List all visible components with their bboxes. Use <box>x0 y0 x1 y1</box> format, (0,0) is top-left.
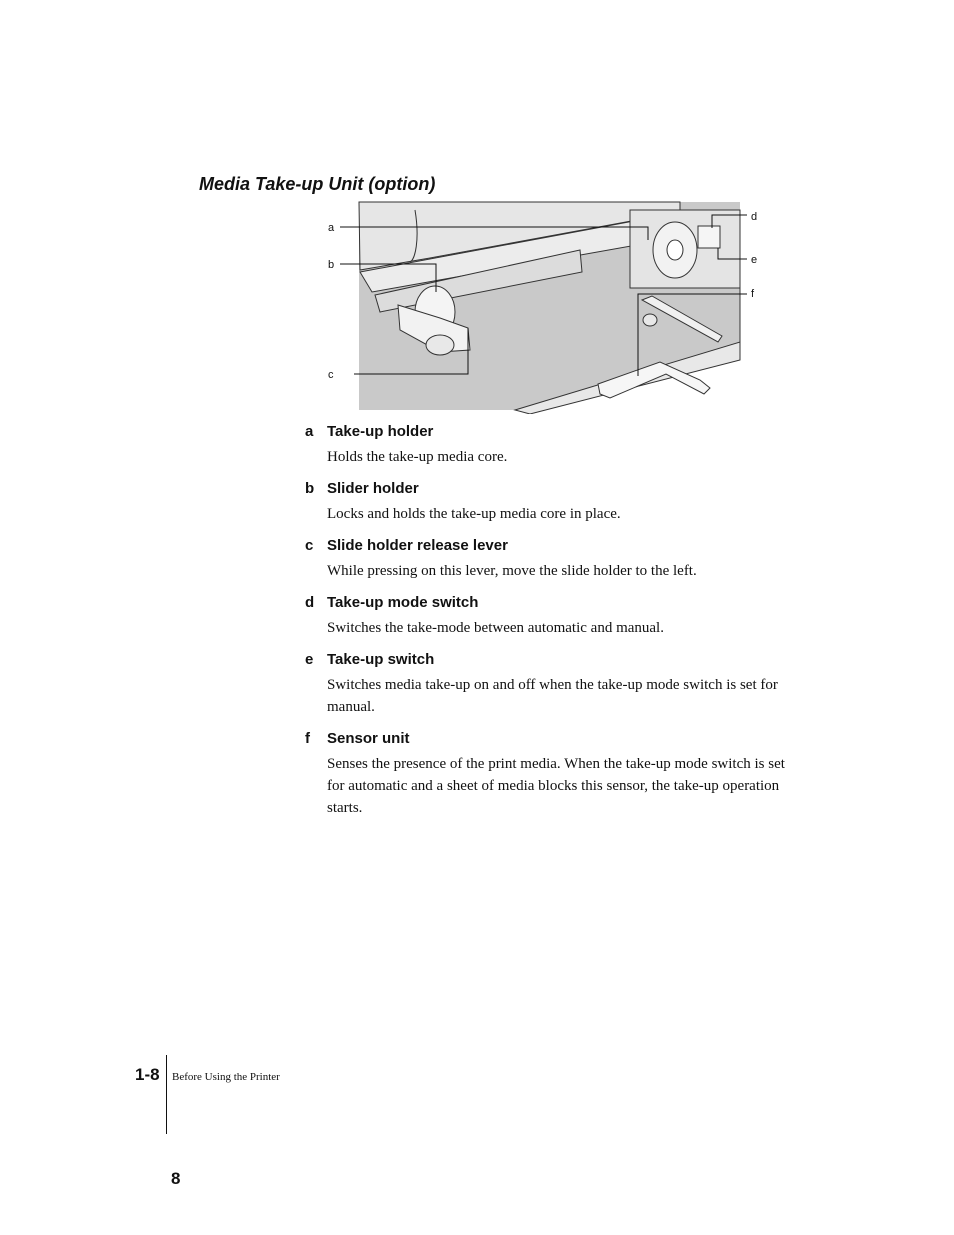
callout-e: e <box>751 254 758 266</box>
callout-d: d <box>751 211 758 223</box>
list-item <box>305 479 785 525</box>
item-letter: e <box>305 651 314 668</box>
item-description: Switches media take-up on and off when the take-up mode switch is set for manual. <box>327 677 778 715</box>
page-number: 8 <box>171 1169 181 1188</box>
item-title: Slide holder release lever <box>327 537 508 554</box>
section-title: Media Take-up Unit (option) <box>199 174 436 194</box>
switch-housing <box>698 226 720 248</box>
item-description: Senses the presence of the print media. When the take-up mode switch is set for automatic and a sheet of media blocks this sensor, the take-up operation starts. <box>327 756 785 816</box>
parts-list <box>305 422 785 830</box>
take-up-unit-illustration <box>320 200 760 414</box>
item-description: While pressing on this lever, move the slide holder to the left. <box>327 563 697 579</box>
list-item <box>305 650 785 718</box>
item-letter: c <box>305 537 314 554</box>
item-title: Take-up switch <box>327 651 435 668</box>
list-item <box>305 593 785 639</box>
callout-a: a <box>328 222 335 234</box>
item-title: Sensor unit <box>327 730 410 747</box>
callout-c: c <box>328 369 334 381</box>
item-title: Slider holder <box>327 480 419 497</box>
item-letter: f <box>305 730 310 747</box>
chapter-title: Before Using the Printer <box>172 1071 280 1083</box>
item-description: Locks and holds the take-up media core in place. <box>327 506 621 522</box>
item-description: Holds the take-up media core. <box>327 449 508 465</box>
callout-f: f <box>751 288 755 300</box>
list-item <box>305 422 785 468</box>
item-description: Switches the take-mode between automatic and manual. <box>327 620 664 636</box>
chapter-page-number: 1-8 <box>135 1065 160 1084</box>
footer-divider <box>166 1055 167 1134</box>
item-title: Take-up mode switch <box>327 594 479 611</box>
list-item <box>305 729 785 819</box>
item-letter: d <box>305 594 315 611</box>
callout-b: b <box>328 259 335 271</box>
item-title: Take-up holder <box>327 423 434 440</box>
item-letter: a <box>305 423 314 440</box>
item-letter: b <box>305 480 315 497</box>
list-item <box>305 536 785 582</box>
